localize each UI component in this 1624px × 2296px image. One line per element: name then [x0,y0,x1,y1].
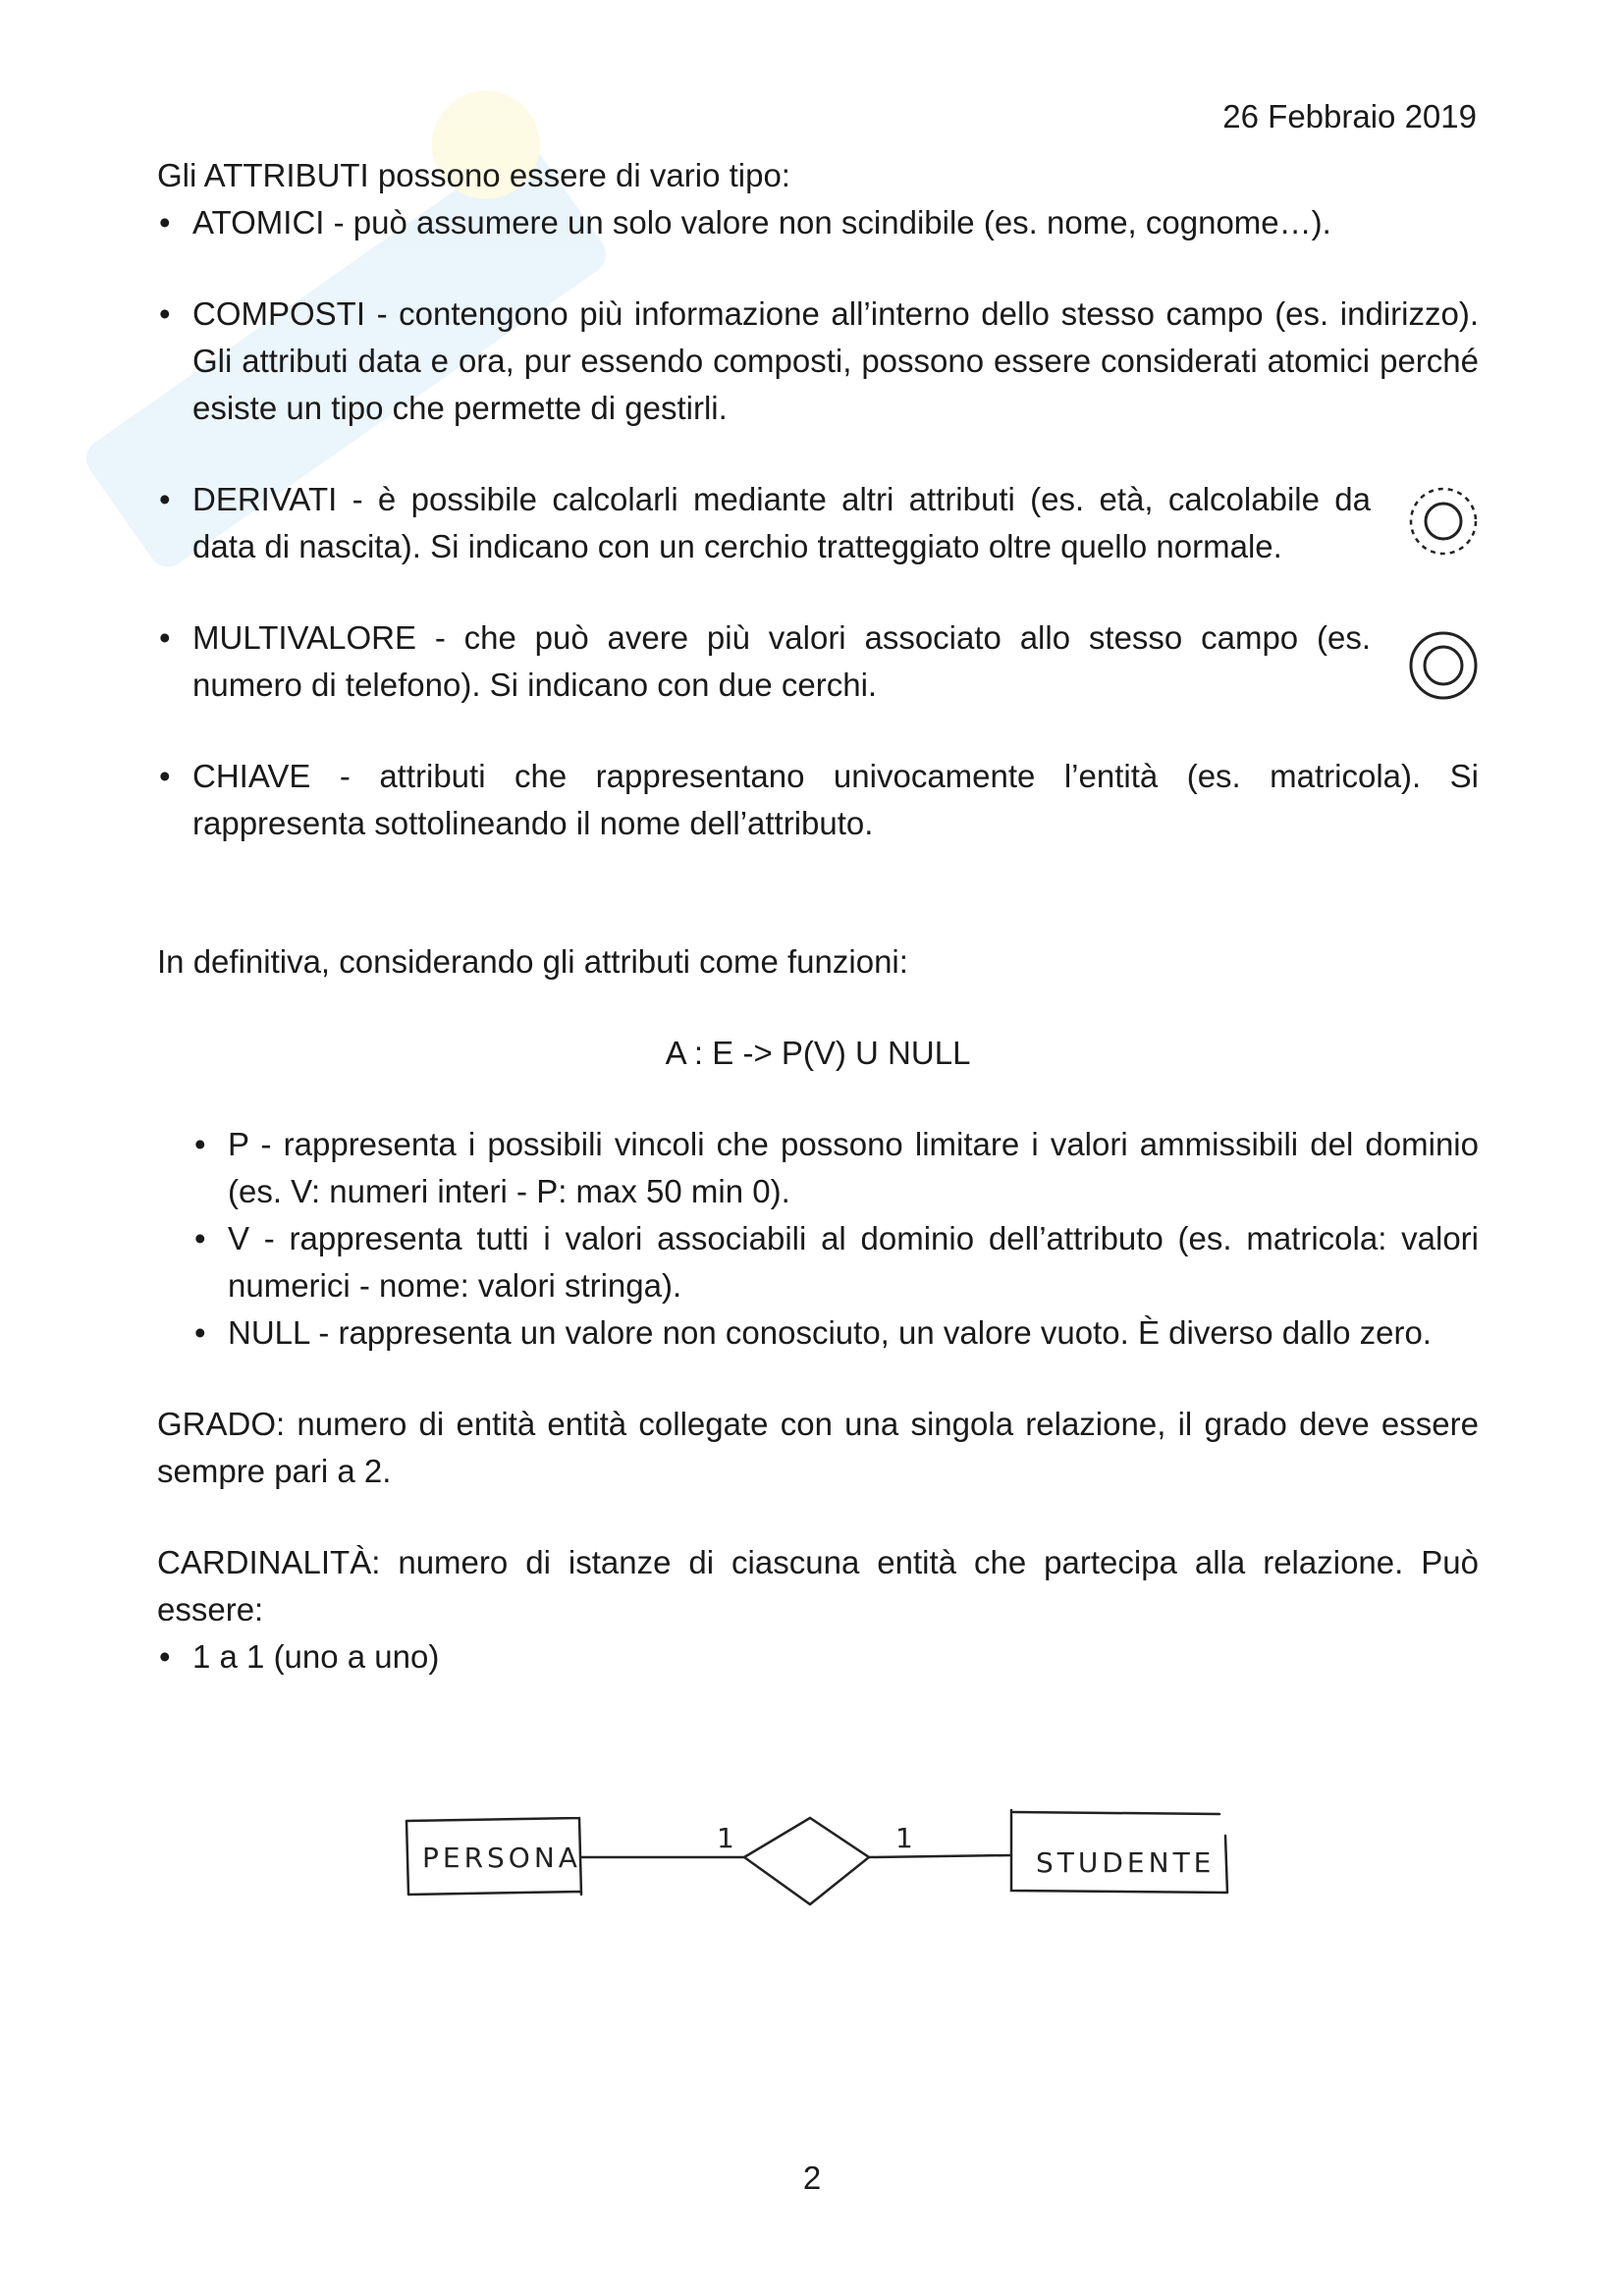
attribute-chiave: • CHIAVE - attributi che rappresentano univocamente l’entità (es. matricola). Si rappresenta sottolineando il nome dell’attributo. [157,753,1479,847]
formula-term-v: • V - rappresenta tutti i valori associabili al dominio dell’attributo (es. matricola: valori numerici - nome: valori stringa). [192,1215,1479,1309]
formula-term-p: • P - rappresenta i possibili vincoli che possono limitare i valori ammissibili del dominio (es. V: numeri interi - P: max 50 min 0). [192,1121,1479,1215]
attribute-composti: • COMPOSTI - contengono più informazione all’interno dello stesso campo (es. indirizzo). Gli attributi data e ora, pur essendo composti, possono essere considerati atomici perché esiste un tipo che permette di gestirli. [157,291,1479,432]
formula-terms-list [157,1121,1479,1357]
cardinalita-definition: CARDINALITÀ: numero di istanze di ciascuna entità che partecipa alla relazione. Può essere: [157,1544,1479,1628]
attribute-types-list [157,199,1479,847]
attribute-atomici: • ATOMICI - può assumere un solo valore non scindibile (es. nome, cognome…). [157,199,1479,246]
attribute-formula: A : E -> P(V) U NULL [665,1035,971,1071]
functions-intro: In definitiva, considerando gli attributi come funzioni: [157,943,908,980]
document-date: 26 Febbraio 2019 [1222,98,1477,134]
page-number: 2 [802,2160,822,2196]
er-diagram [393,1796,1276,1953]
entity-persona-label: PERSONA [422,1842,581,1874]
dashed-double-circle-icon [1408,486,1479,557]
grado-definition: GRADO: numero di entità entità collegate con una singola relazione, il grado deve essere sempre pari a 2. [157,1406,1479,1489]
cardinality-right-label: 1 [895,1822,917,1854]
formula-term-null: • NULL - rappresenta un valore non conosciuto, un valore vuoto. È diverso dallo zero. [192,1309,1479,1357]
entity-studente-label: STUDENTE [1036,1846,1216,1879]
relationship-diamond [744,1818,869,1904]
cardinality-types-list [157,1633,1479,1681]
attributes-intro: Gli ATTRIBUTI possono essere di vario tipo: [157,157,790,193]
cardinality-left-label: 1 [717,1822,738,1854]
attribute-multivalore: • MULTIVALORE - che può avere più valori associato allo stesso campo (es. numero di telefono). Si indicano con due cerchi. [157,614,1479,709]
document-body [157,152,1479,1681]
double-circle-icon [1408,630,1479,701]
attribute-derivati: • DERIVATI - è possibile calcolarli mediante altri attributi (es. età, calcolabile da data di nascita). Si indicano con un cerchio tratteggiato oltre quello normale. [157,476,1479,570]
link-line-right [869,1855,1011,1857]
cardinality-one-to-one: • 1 a 1 (uno a uno) [157,1633,1479,1681]
